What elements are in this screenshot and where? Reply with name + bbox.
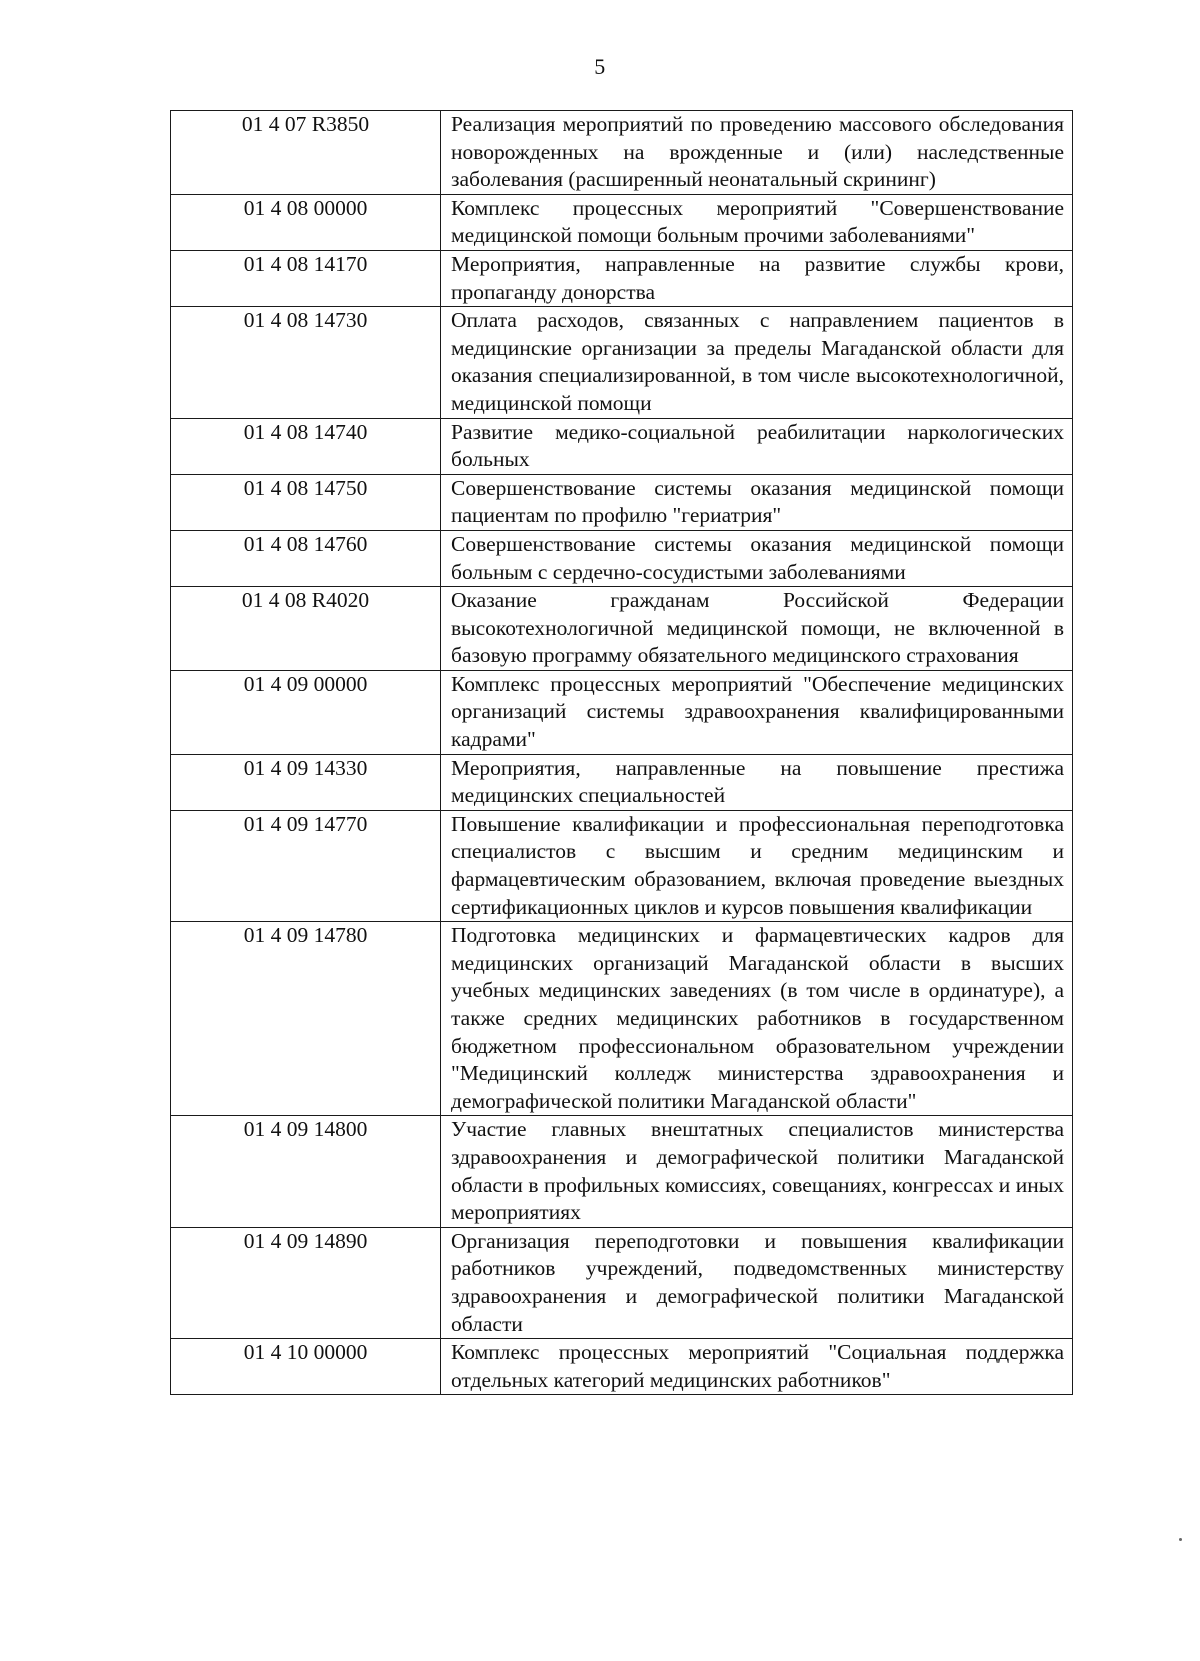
code-cell: 01 4 09 14800 [171, 1116, 441, 1227]
code-cell: 01 4 08 14750 [171, 474, 441, 530]
table-row [171, 474, 1073, 530]
page-number: 5 [594, 54, 606, 79]
table-row [171, 1227, 1073, 1338]
table-row [171, 810, 1073, 921]
table-row [171, 418, 1073, 474]
table-row [171, 587, 1073, 671]
description-cell: Организация переподготовки и повышения квалификации работников учреждений, подведомственных министерству здравоохранения и демографической политики Магаданской области [441, 1227, 1073, 1338]
table-row [171, 250, 1073, 306]
code-cell: 01 4 08 14730 [171, 307, 441, 418]
code-cell: 01 4 08 14740 [171, 418, 441, 474]
table-row [171, 922, 1073, 1116]
code-cell: 01 4 07 R3850 [171, 111, 441, 195]
description-cell: Реализация мероприятий по проведению массового обследования новорожденных на врожденные и (или) наследственные заболевания (расширенный неонатальный скрининг) [441, 111, 1073, 195]
code-cell: 01 4 08 R4020 [171, 587, 441, 671]
description-cell: Участие главных внештатных специалистов министерства здравоохранения и демографической политики Магаданской области в профильных комиссиях, совещаниях, конгрессах и иных мероприятиях [441, 1116, 1073, 1227]
code-cell: 01 4 09 14780 [171, 922, 441, 1116]
description-cell: Мероприятия, направленные на развитие службы крови, пропаганду донорства [441, 250, 1073, 306]
code-cell: 01 4 08 14760 [171, 530, 441, 586]
table-row [171, 670, 1073, 754]
description-cell: Совершенствование системы оказания медицинской помощи больным с сердечно-сосудистыми заболеваниями [441, 530, 1073, 586]
description-cell: Комплекс процессных мероприятий "Обеспечение медицинских организаций системы здравоохранения квалифицированными кадрами" [441, 670, 1073, 754]
code-cell: 01 4 10 00000 [171, 1339, 441, 1395]
code-cell: 01 4 08 00000 [171, 194, 441, 250]
description-cell: Комплекс процессных мероприятий "Социальная поддержка отдельных категорий медицинских работников" [441, 1339, 1073, 1395]
code-cell: 01 4 09 14890 [171, 1227, 441, 1338]
scan-speck [1179, 1538, 1182, 1541]
table-row [171, 194, 1073, 250]
description-cell: Повышение квалификации и профессиональная переподготовка специалистов с высшим и средним медицинским и фармацевтическим образованием, включая проведение выездных сертификационных циклов и курсов повышения квалификации [441, 810, 1073, 921]
description-cell: Мероприятия, направленные на повышение престижа медицинских специальностей [441, 754, 1073, 810]
table-row [171, 530, 1073, 586]
code-cell: 01 4 08 14170 [171, 250, 441, 306]
table-row [171, 307, 1073, 418]
table-row [171, 1116, 1073, 1227]
description-cell: Комплекс процессных мероприятий "Совершенствование медицинской помощи больным прочими заболеваниями" [441, 194, 1073, 250]
description-cell: Оказание гражданам Российской Федерации высокотехнологичной медицинской помощи, не включенной в базовую программу обязательного медицинского страхования [441, 587, 1073, 671]
description-cell: Развитие медико-социальной реабилитации наркологических больных [441, 418, 1073, 474]
table-row [171, 111, 1073, 195]
description-cell: Совершенствование системы оказания медицинской помощи пациентам по профилю "гериатрия" [441, 474, 1073, 530]
budget-codes-table [170, 110, 1073, 1395]
table-row [171, 754, 1073, 810]
description-cell: Оплата расходов, связанных с направлением пациентов в медицинские организации за пределы Магаданской области для оказания специализированной, в том числе высокотехнологичной, медицинской помощи [441, 307, 1073, 418]
table-row [171, 1339, 1073, 1395]
description-cell: Подготовка медицинских и фармацевтических кадров для медицинских организаций Магаданской области в высших учебных медицинских заведениях (в том числе в ординатуре), а также средних медицинских работников в государственном бюджетном профессиональном образовательном учреждении "Медицинский колледж министерства здравоохранения и демографической политики Магаданской области" [441, 922, 1073, 1116]
code-cell: 01 4 09 00000 [171, 670, 441, 754]
code-cell: 01 4 09 14330 [171, 754, 441, 810]
code-cell: 01 4 09 14770 [171, 810, 441, 921]
